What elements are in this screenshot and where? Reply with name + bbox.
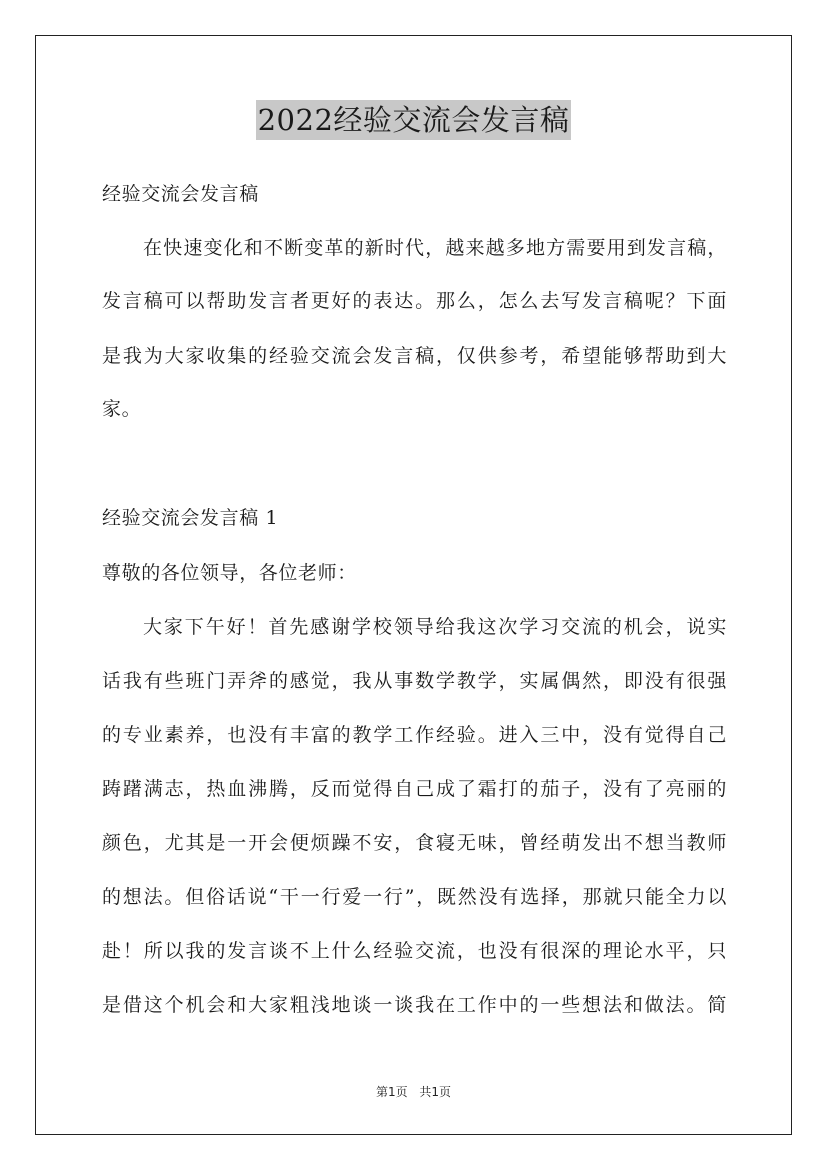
- body-line: 大家下午好！首先感谢学校领导给我这次学习交流的机会，说实: [143, 616, 727, 638]
- intro-line: 是我为大家收集的经验交流会发言稿，仅供参考，希望能够帮助到大: [102, 345, 727, 367]
- document-subtitle: 经验交流会发言稿: [102, 183, 259, 205]
- page-total: 共1页: [419, 1085, 452, 1099]
- section-heading: 经验交流会发言稿 1: [102, 507, 279, 529]
- body-line: 的想法。但俗话说“干一行爱一行”，既然没有选择，那就只能全力以: [102, 886, 727, 908]
- body-line: 话我有些班门弄斧的感觉，我从事数学教学，实属偶然，即没有很强: [102, 670, 727, 692]
- intro-line: 在快速变化和不断变革的新时代，越来越多地方需要用到发言稿，: [143, 237, 727, 259]
- intro-line: 发言稿可以帮助发言者更好的表达。那么，怎么去写发言稿呢？下面: [102, 290, 727, 312]
- body-line: 赴！所以我的发言谈不上什么经验交流，也没有很深的理论水平，只: [102, 940, 727, 962]
- title-container: [0, 100, 827, 140]
- salutation: 尊敬的各位领导，各位老师：: [102, 562, 357, 584]
- body-line: 踌躇满志，热血沸腾，反而觉得自己成了霜打的茄子，没有了亮丽的: [102, 778, 727, 800]
- body-line: 是借这个机会和大家粗浅地谈一谈我在工作中的一些想法和做法。简: [102, 994, 727, 1016]
- page-number: 第1页: [375, 1085, 408, 1099]
- page-footer: [0, 1083, 827, 1100]
- body-line: 的专业素养，也没有丰富的教学工作经验。进入三中，没有觉得自己: [102, 724, 727, 746]
- body-line: 颜色，尤其是一开会便烦躁不安，食寝无味，曾经萌发出不想当教师: [102, 832, 727, 854]
- intro-line: 家。: [102, 398, 142, 420]
- document-title: 2022经验交流会发言稿: [256, 100, 572, 140]
